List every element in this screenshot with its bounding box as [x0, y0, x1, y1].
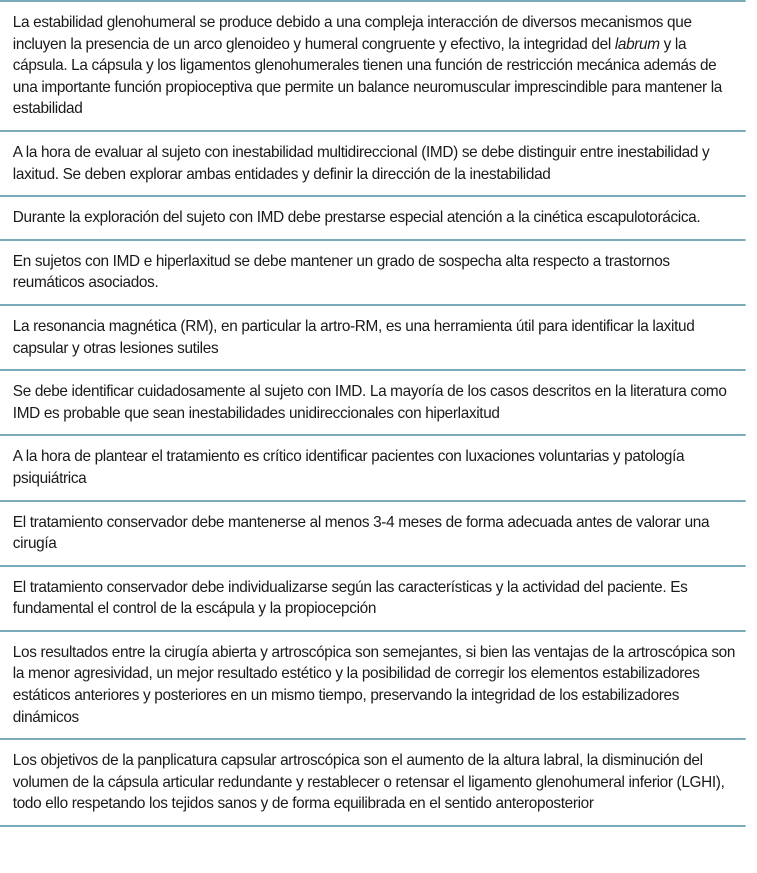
- row-text: El tratamiento conservador debe mantenerse al menos 3-4 meses de forma adecuada antes de valorar una cirugía: [12, 513, 710, 553]
- table-row: [0, 502, 746, 567]
- table-row: [0, 306, 746, 371]
- row-text: y la cápsula. La cápsula y los ligamentos glenohumerales tienen una función de restricción mecánica además de una importante función propioceptiva que permite un balance neuromuscular imprescindible para mantener la estabilidad: [12, 35, 723, 118]
- table-row: [0, 740, 746, 827]
- table-row: [0, 241, 746, 306]
- row-text: La resonancia magnética (RM), en particular la artro-RM, es una herramienta útil para identificar la laxitud capsular y otras lesiones sutiles: [12, 317, 695, 357]
- row-text: La estabilidad glenohumeral se produce debido a una compleja interacción de diversos mecanismos que incluyen la presencia de un arco glenoideo y humeral congruente y efectivo, la integridad del: [12, 14, 692, 53]
- row-text: En sujetos con IMD e hiperlaxitud se debe mantener un grado de sospecha alta respecto a trastornos reumáticos asociados.: [12, 252, 670, 292]
- table-row: [0, 197, 746, 241]
- row-text-italic: labrum: [614, 35, 660, 53]
- row-text: A la hora de plantear el tratamiento es crítico identificar pacientes con luxaciones voluntarias y patología psiquiátrica: [12, 448, 685, 487]
- table-row: [0, 436, 746, 501]
- row-text: Se debe identificar cuidadosamente al sujeto con IMD. La mayoría de los casos descritos en la literatura como IMD es probable que sean inestabilidades unidireccionales con hiperlaxitud: [12, 383, 727, 422]
- table-row: [0, 2, 746, 132]
- row-text: Los resultados entre la cirugía abierta y artroscópica son semejantes, si bien las ventajas de la artroscópica son la menor agresividad, un mejor resultado estético y la posibilidad de corregir los elementos estabilizadores estáticos anteriores y posteriores en un mismo tiempo, preservando la integridad de los estabilizadores dinámicos: [12, 643, 736, 726]
- table-row: [0, 567, 746, 632]
- table-row: [0, 632, 746, 740]
- row-text: Durante la exploración del sujeto con IMD debe prestarse especial atención a la cinética escapulotorácica.: [12, 209, 701, 227]
- row-text: El tratamiento conservador debe individualizarse según las características y la actividad del paciente. Es fundamental el control de la escápula y la propiocepción: [12, 578, 688, 618]
- table-row: [0, 371, 746, 436]
- row-text: Los objetivos de la panplicatura capsular artroscópica son el aumento de la altura labral, la disminución del volumen de la cápsula articular redundante y restablecer o retensar el ligamento glenohumeral inferior (LGHI), todo ello respetando los tejidos sanos y de forma equilibrada en el sentido anteroposterior: [12, 752, 725, 813]
- table-row: [0, 132, 746, 197]
- row-text: A la hora de evaluar al sujeto con inestabilidad multidireccional (IMD) se debe distinguir entre inestabilidad y laxitud. Se deben explorar ambas entidades y definir la dirección de la inestabilidad: [12, 143, 710, 183]
